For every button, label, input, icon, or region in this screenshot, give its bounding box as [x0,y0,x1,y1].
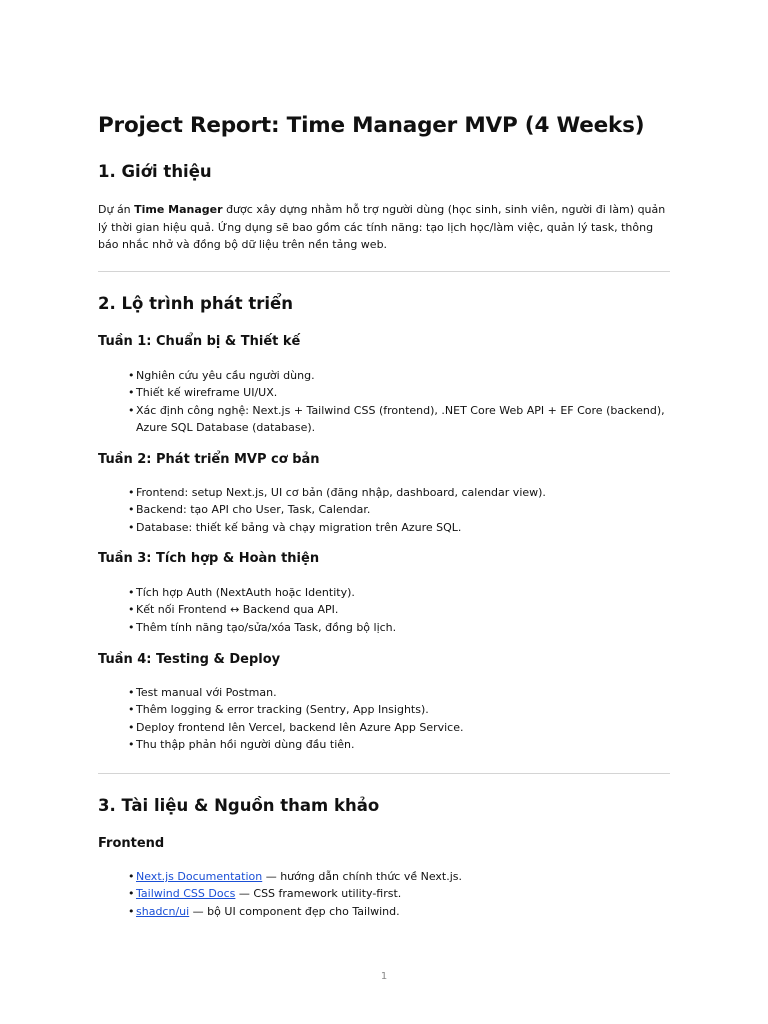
list-item: • Thêm logging & error tracking (Sentry, App Insights). [128,701,670,718]
nextjs-docs-link[interactable]: Next.js Documentation [136,870,263,883]
tailwind-docs-link[interactable]: Tailwind CSS Docs [136,887,236,901]
list-item: • Thu thập phản hồi người dùng đầu tiên. [128,736,670,753]
week-3-list [128,584,670,636]
list-item: • Kết nối Frontend ↔ Backend qua API. [128,601,670,618]
list-item: • Deploy frontend lên Vercel, backend lên Azure App Service. [128,719,670,736]
week-3-heading: Tuần 3: Tích hợp & Hoàn thiện [98,551,320,566]
list-item: • Database: thiết kế bảng và chạy migration trên Azure SQL. [128,519,670,536]
week-4-heading: Tuần 4: Testing & Deploy [98,652,281,667]
week-1-heading: Tuần 1: Chuẩn bị & Thiết kế [98,334,301,349]
list-item: • Thêm tính năng tạo/sửa/xóa Task, đồng bộ lịch. [128,619,670,636]
list-item: • Xác định công nghệ: Next.js + Tailwind CSS (frontend), .NET Core Web API + EF Core (backend), Azure SQL Database (database). [128,402,670,437]
week-4-list [128,684,670,754]
frontend-subheading: Frontend [98,836,165,851]
week-2-list [128,484,670,536]
intro-bold-term: Time Manager [134,203,223,216]
document-title: Project Report: Time Manager MVP (4 Weeks) [98,113,645,138]
section-heading-resources: 3. Tài liệu & Nguồn tham khảo [98,796,380,815]
list-item: • Nghiên cứu yêu cầu người dùng. [128,367,670,384]
list-item: • Tích hợp Auth (NextAuth hoặc Identity). [128,584,670,601]
page-number: 1 [380,971,388,982]
list-item: • Tailwind CSS Docs — CSS framework utility-first. [128,885,670,902]
list-item: • Backend: tạo API cho User, Task, Calendar. [128,501,670,518]
section-heading-intro: 1. Giới thiệu [98,162,212,181]
frontend-links-list [128,868,670,920]
list-item: • Frontend: setup Next.js, UI cơ bản (đăng nhập, dashboard, calendar view). [128,484,670,501]
section-heading-roadmap: 2. Lộ trình phát triển [98,294,293,313]
list-item: • shadcn/ui — bộ UI component đẹp cho Tailwind. [128,903,670,920]
intro-paragraph: Dự án Time Manager được xây dựng nhằm hỗ trợ người dùng (học sinh, sinh viên, người đi làm) quản lý thời gian hiệu quả. Ứng dụng sẽ bao gồm các tính năng: tạo lịch học/làm việc, quản lý task, thông báo nhắc nhở và đồng bộ dữ liệu trên nền tảng web. [98,203,666,251]
section-divider [98,271,670,272]
list-item: • Next.js Documentation — hướng dẫn chính thức về Next.js. [128,868,670,885]
week-2-heading: Tuần 2: Phát triển MVP cơ bản [98,452,320,467]
shadcn-ui-link[interactable]: shadcn/ui [136,904,190,918]
list-item: • Test manual với Postman. [128,684,670,701]
week-1-list [128,367,670,437]
list-item: • Thiết kế wireframe UI/UX. [128,384,670,401]
section-divider [98,773,670,774]
